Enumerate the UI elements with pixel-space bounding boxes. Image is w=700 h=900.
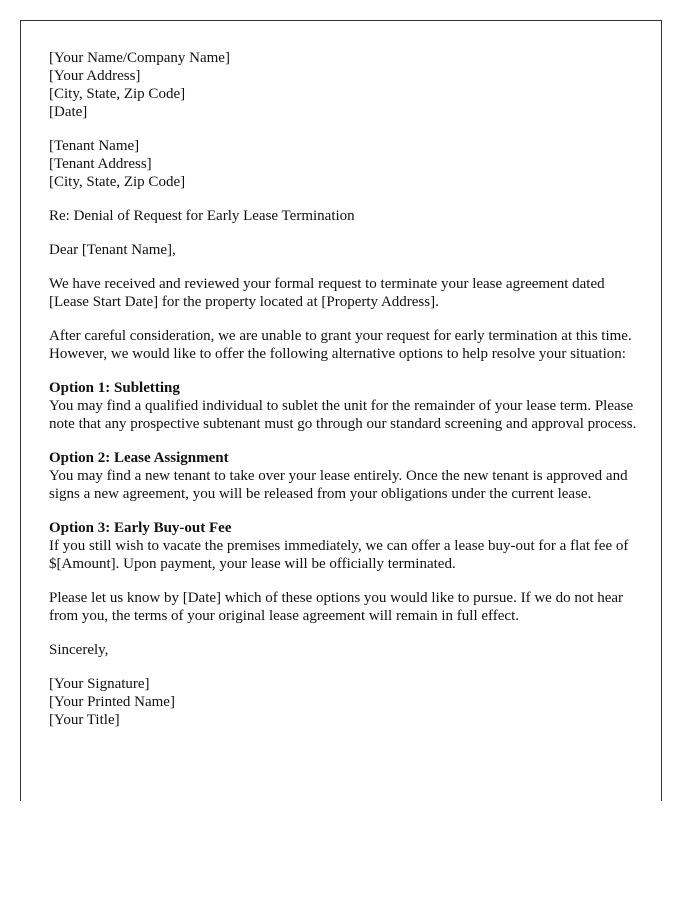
intro-paragraph: We have received and reviewed your formal request to terminate your lease agreement dated [Lease Start Date] for the property located at [Property Address].: [49, 276, 605, 310]
closing-paragraph: Please let us know by [Date] which of these options you would like to pursue. If we do not hear from you, the terms of your original lease agreement will remain in full effect.: [49, 590, 624, 624]
sender-address: [Your Address]: [49, 68, 141, 84]
tenant-address: [Tenant Address]: [49, 156, 152, 172]
letter-page: [20, 20, 662, 801]
subject-line: Re: Denial of Request for Early Lease Termination: [49, 208, 355, 224]
sender-name: [Your Name/Company Name]: [49, 50, 230, 66]
tenant-city: [City, State, Zip Code]: [49, 174, 186, 190]
option-1-text: You may find a qualified individual to sublet the unit for the remainder of your lease term. Please note that any prospective subtenant must go through our standard screening and approval process.: [49, 398, 637, 432]
tenant-name: [Tenant Name]: [49, 138, 140, 154]
option-1-title: Option 1: Subletting: [49, 380, 180, 396]
signature: [Your Signature]: [49, 676, 150, 692]
printed-name: [Your Printed Name]: [49, 694, 175, 710]
option-2-title: Option 2: Lease Assignment: [49, 450, 229, 466]
option-3-text: If you still wish to vacate the premises immediately, we can offer a lease buy-out for a flat fee of $[Amount]. Upon payment, your lease will be officially terminated.: [49, 538, 629, 572]
recipient-block: [49, 137, 639, 191]
letter-date: [Date]: [49, 104, 88, 120]
valediction: Sincerely,: [49, 642, 109, 658]
option-3-title: Option 3: Early Buy-out Fee: [49, 520, 232, 536]
signer-title: [Your Title]: [49, 712, 120, 728]
sender-block: [49, 49, 639, 121]
decision-paragraph: After careful consideration, we are unable to grant your request for early termination at this time. However, we would like to offer the following alternative options to help resolve your situation:: [49, 328, 632, 362]
option-2: [49, 449, 639, 503]
salutation: Dear [Tenant Name],: [49, 242, 176, 258]
sender-city: [City, State, Zip Code]: [49, 86, 186, 102]
option-3: [49, 519, 639, 573]
signature-block: [49, 675, 639, 729]
option-1: [49, 379, 639, 433]
option-2-text: You may find a new tenant to take over your lease entirely. Once the new tenant is approved and signs a new agreement, you will be released from your obligations under the current lease.: [49, 468, 628, 502]
